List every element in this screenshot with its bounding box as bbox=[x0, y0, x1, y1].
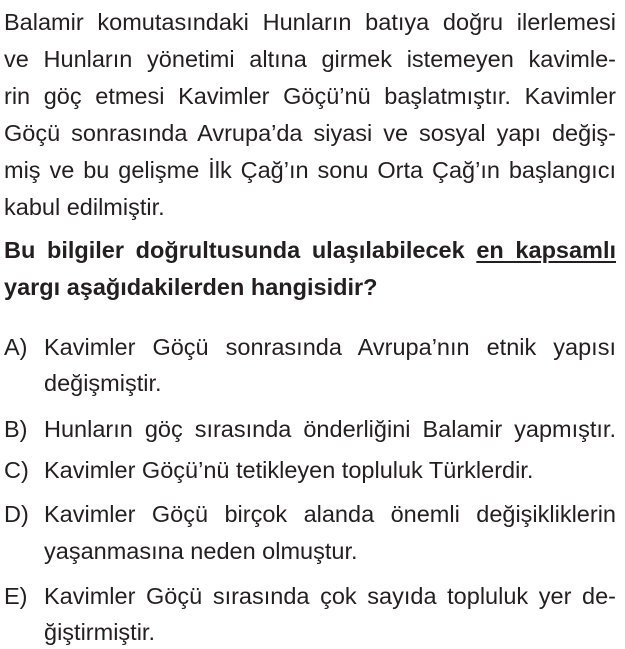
option-text: Kavimler Göçü birçok alanda önemli değişikliklerin bbox=[44, 501, 616, 527]
passage-line: rin göç etmesi Kavimler Göçü’nü başlatmıştır. Kavimler bbox=[4, 83, 616, 109]
option-letter: E) bbox=[4, 583, 28, 609]
passage-line: Balamir komutasındaki Hunların batıya doğru ilerlemesi bbox=[4, 9, 616, 35]
option-text: Kavimler Göçü sonrasında Avrupa’nın etnik yapısı bbox=[44, 334, 616, 360]
question-text: Bu bilgiler doğrultusunda ulaşılabilecek bbox=[4, 237, 465, 263]
option-text: değişmiştir. bbox=[44, 370, 162, 396]
passage-line: kabul edilmiştir. bbox=[4, 194, 165, 220]
option-text: Hunların göç sırasında önderliğini Balamir yapmıştır. bbox=[44, 416, 616, 442]
option-text: yaşanmasına neden olmuştur. bbox=[44, 538, 358, 564]
question-line bbox=[4, 236, 616, 265]
passage-line: Göçü sonrasında Avrupa’da siyasi ve sosyal yapı değiş- bbox=[4, 120, 616, 146]
option-text: ğiştirmiştir. bbox=[44, 619, 155, 645]
passage-line: ve Hunların yönetimi altına girmek istemeyen kavimle- bbox=[4, 46, 616, 72]
option-text: Kavimler Göçü sırasında çok sayıda topluluk yer de- bbox=[44, 583, 616, 609]
option-text: Kavimler Göçü’nü tetikleyen topluluk Türklerdir. bbox=[44, 457, 534, 483]
option-letter: B) bbox=[4, 416, 28, 442]
question-line: yargı aşağıdakilerden hangisidir? bbox=[4, 274, 378, 300]
option-letter: A) bbox=[4, 334, 28, 360]
option-letter: D) bbox=[4, 501, 29, 527]
option-letter: C) bbox=[4, 457, 29, 483]
passage-line: miş ve bu gelişme İlk Çağ’ın sonu Orta Çağ’ın başlangıcı bbox=[4, 157, 616, 183]
question-emphasis: en kapsamlı bbox=[476, 237, 617, 263]
